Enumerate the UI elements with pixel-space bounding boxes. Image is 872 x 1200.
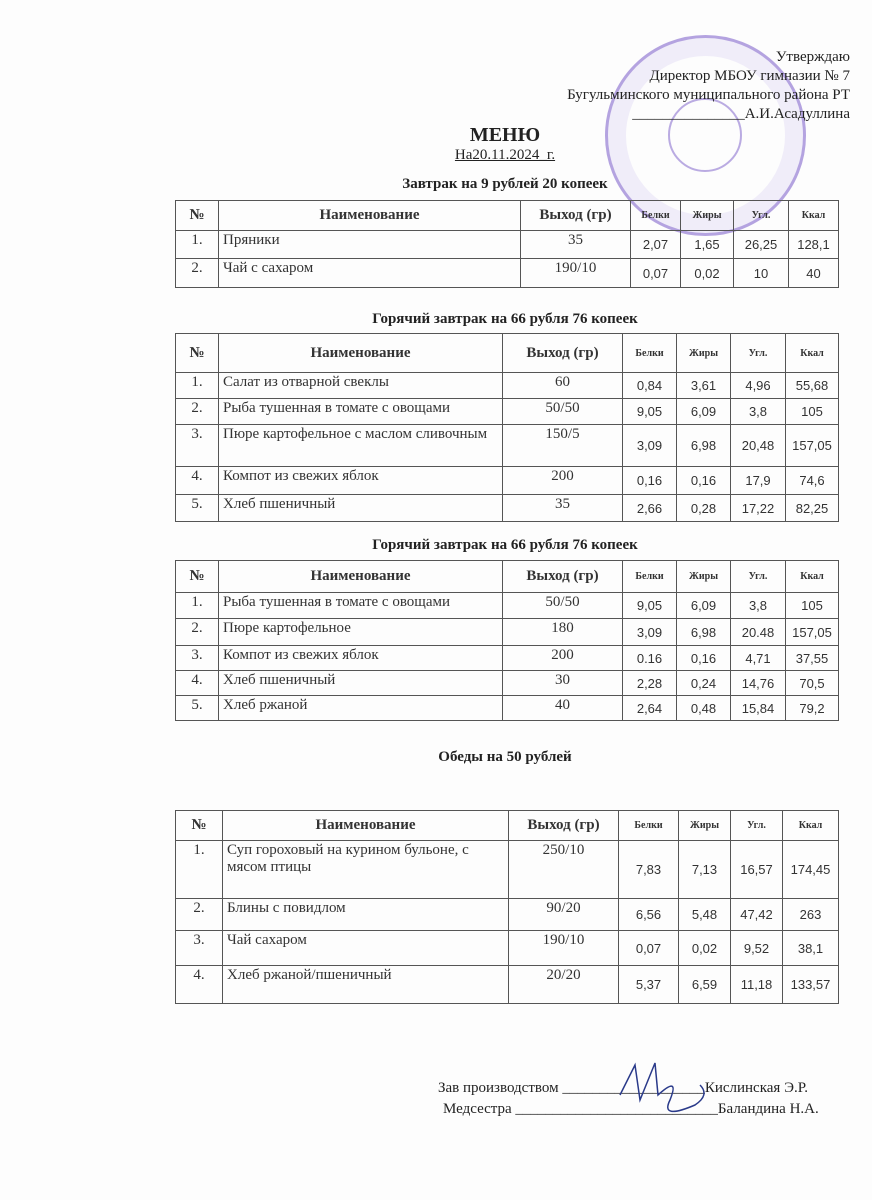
dish-name: Салат из отварной свеклы [219, 373, 503, 399]
fats: 0,48 [677, 696, 731, 721]
column-header: Белки [631, 201, 681, 231]
handwritten-signature [600, 1055, 720, 1125]
proteins: 2,64 [623, 696, 677, 721]
row-number: 2. [176, 899, 223, 931]
column-header: Белки [623, 561, 677, 593]
carbs: 4,71 [731, 646, 786, 671]
kcal: 133,57 [783, 966, 839, 1004]
kcal: 157,05 [786, 619, 839, 646]
table-row [176, 259, 839, 288]
portion-yield: 50/50 [503, 399, 623, 425]
table-header-row [176, 811, 839, 841]
dish-name: Чай сахаром [223, 931, 509, 966]
dish-name: Пюре картофельное [219, 619, 503, 646]
column-header: Наименование [219, 561, 503, 593]
carbs: 17,22 [731, 495, 786, 522]
approval-block [567, 48, 850, 124]
kcal: 38,1 [783, 931, 839, 966]
proteins: 0.16 [623, 646, 677, 671]
row-number: 4. [176, 467, 219, 495]
carbs: 9,52 [731, 931, 783, 966]
table-header-row [176, 561, 839, 593]
portion-yield: 200 [503, 467, 623, 495]
carbs: 10 [734, 259, 789, 288]
proteins: 0,84 [623, 373, 677, 399]
row-number: 5. [176, 696, 219, 721]
column-header: Выход (гр) [509, 811, 619, 841]
portion-yield: 180 [503, 619, 623, 646]
section-title: Горячий завтрак на 66 рубля 76 копеек [372, 311, 638, 327]
kcal: 70,5 [786, 671, 839, 696]
carbs: 20.48 [731, 619, 786, 646]
dish-name: Рыба тушенная в томате с овощами [219, 593, 503, 619]
table-row [176, 495, 839, 522]
row-number: 4. [176, 671, 219, 696]
row-number: 2. [176, 259, 219, 288]
proteins: 2,66 [623, 495, 677, 522]
row-number: 2. [176, 399, 219, 425]
table-row [176, 841, 839, 899]
fats: 6,59 [679, 966, 731, 1004]
portion-yield: 200 [503, 646, 623, 671]
table-row [176, 671, 839, 696]
row-number: 5. [176, 495, 219, 522]
table-header-row [176, 334, 839, 373]
proteins: 5,37 [619, 966, 679, 1004]
proteins: 9,05 [623, 593, 677, 619]
fats: 0,28 [677, 495, 731, 522]
carbs: 47,42 [731, 899, 783, 931]
proteins: 2,07 [631, 231, 681, 259]
proteins: 0,16 [623, 467, 677, 495]
document-title: МЕНЮ [469, 124, 541, 146]
proteins: 3,09 [623, 619, 677, 646]
row-number: 1. [176, 841, 223, 899]
column-header: Ккал [786, 334, 839, 373]
proteins: 9,05 [623, 399, 677, 425]
menu-table [175, 560, 839, 721]
column-header: Наименование [219, 334, 503, 373]
fats: 0,02 [681, 259, 734, 288]
dish-name: Чай с сахаром [219, 259, 521, 288]
column-header: Жиры [677, 561, 731, 593]
proteins: 7,83 [619, 841, 679, 899]
table-row [176, 966, 839, 1004]
approval-line: Утверждаю [775, 49, 850, 65]
approval-line: _______________А.И.Асадуллина [632, 106, 850, 122]
fats: 0,02 [679, 931, 731, 966]
row-number: 3. [176, 646, 219, 671]
column-header: Наименование [219, 201, 521, 231]
kcal: 79,2 [786, 696, 839, 721]
carbs: 4,96 [731, 373, 786, 399]
fats: 6,09 [677, 399, 731, 425]
signature-role: Медсестра [443, 1101, 512, 1117]
portion-yield: 35 [503, 495, 623, 522]
column-header: Белки [619, 811, 679, 841]
kcal: 263 [783, 899, 839, 931]
fats: 0,16 [677, 467, 731, 495]
row-number: 4. [176, 966, 223, 1004]
dish-name: Хлеб пшеничный [219, 495, 503, 522]
dish-name: Хлеб ржаной/пшеничный [223, 966, 509, 1004]
column-header: Выход (гр) [503, 334, 623, 373]
column-header: Угл. [734, 201, 789, 231]
proteins: 0,07 [619, 931, 679, 966]
column-header: Угл. [731, 561, 786, 593]
carbs: 3,8 [731, 593, 786, 619]
menu-table [175, 810, 839, 1004]
kcal: 128,1 [789, 231, 839, 259]
column-header: № [176, 201, 219, 231]
kcal: 82,25 [786, 495, 839, 522]
section-title: Горячий завтрак на 66 рубля 76 копеек [372, 537, 638, 553]
portion-yield: 50/50 [503, 593, 623, 619]
kcal: 174,45 [783, 841, 839, 899]
column-header: Белки [623, 334, 677, 373]
menu-date: На20.11.2024_г. [454, 147, 556, 163]
portion-yield: 150/5 [503, 425, 623, 467]
dish-name: Компот из свежих яблок [219, 646, 503, 671]
table-row [176, 931, 839, 966]
portion-yield: 40 [503, 696, 623, 721]
fats: 1,65 [681, 231, 734, 259]
dish-name: Блины с повидлом [223, 899, 509, 931]
table-row [176, 696, 839, 721]
dish-name: Рыба тушенная в томате с овощами [219, 399, 503, 425]
column-header: Угл. [731, 334, 786, 373]
row-number: 1. [176, 231, 219, 259]
carbs: 3,8 [731, 399, 786, 425]
portion-yield: 20/20 [509, 966, 619, 1004]
table-row [176, 646, 839, 671]
table-row [176, 593, 839, 619]
proteins: 6,56 [619, 899, 679, 931]
approval-line: Бугульминского муниципального района РТ [567, 87, 850, 103]
dish-name: Пюре картофельное с маслом сливочным [219, 425, 503, 467]
fats: 3,61 [677, 373, 731, 399]
column-header: Жиры [677, 334, 731, 373]
fats: 6,98 [677, 425, 731, 467]
column-header: № [176, 334, 219, 373]
kcal: 40 [789, 259, 839, 288]
column-header: Ккал [786, 561, 839, 593]
column-header: № [176, 811, 223, 841]
carbs: 15,84 [731, 696, 786, 721]
carbs: 14,76 [731, 671, 786, 696]
portion-yield: 35 [521, 231, 631, 259]
row-number: 3. [176, 931, 223, 966]
portion-yield: 190/10 [509, 931, 619, 966]
column-header: Ккал [783, 811, 839, 841]
column-header: Жиры [679, 811, 731, 841]
column-header: Выход (гр) [503, 561, 623, 593]
kcal: 74,6 [786, 467, 839, 495]
dish-name: Компот из свежих яблок [219, 467, 503, 495]
kcal: 105 [786, 399, 839, 425]
fats: 5,48 [679, 899, 731, 931]
section-title: Завтрак на 9 рублей 20 копеек [402, 176, 608, 192]
signature-name: Баландина Н.А. [717, 1101, 819, 1117]
table-row [176, 425, 839, 467]
column-header: № [176, 561, 219, 593]
kcal: 37,55 [786, 646, 839, 671]
kcal: 105 [786, 593, 839, 619]
proteins: 3,09 [623, 425, 677, 467]
row-number: 1. [176, 593, 219, 619]
portion-yield: 190/10 [521, 259, 631, 288]
table-row [176, 399, 839, 425]
dish-name: Хлеб ржаной [219, 696, 503, 721]
fats: 6,98 [677, 619, 731, 646]
row-number: 3. [176, 425, 219, 467]
table-header-row [176, 201, 839, 231]
dish-name: Суп гороховый на курином бульоне, с мясом птицы [223, 841, 509, 899]
column-header: Наименование [223, 811, 509, 841]
fats: 0,16 [677, 646, 731, 671]
carbs: 16,57 [731, 841, 783, 899]
signature-line: ___________________ [562, 1080, 705, 1096]
carbs: 26,25 [734, 231, 789, 259]
kcal: 55,68 [786, 373, 839, 399]
kcal: 157,05 [786, 425, 839, 467]
portion-yield: 250/10 [509, 841, 619, 899]
carbs: 20,48 [731, 425, 786, 467]
fats: 6,09 [677, 593, 731, 619]
menu-table [175, 333, 839, 522]
table-row [176, 619, 839, 646]
section-title: Обеды на 50 рублей [438, 749, 572, 765]
column-header: Выход (гр) [521, 201, 631, 231]
signature-line: ___________________________ [515, 1101, 718, 1117]
menu-table [175, 200, 839, 288]
carbs: 17,9 [731, 467, 786, 495]
dish-name: Хлеб пшеничный [219, 671, 503, 696]
fats: 7,13 [679, 841, 731, 899]
table-row [176, 373, 839, 399]
portion-yield: 90/20 [509, 899, 619, 931]
table-row [176, 231, 839, 259]
proteins: 0,07 [631, 259, 681, 288]
column-header: Жиры [681, 201, 734, 231]
column-header: Ккал [789, 201, 839, 231]
table-row [176, 899, 839, 931]
signature-name: Кислинская Э.Р. [704, 1080, 808, 1096]
column-header: Угл. [731, 811, 783, 841]
row-number: 1. [176, 373, 219, 399]
dish-name: Пряники [219, 231, 521, 259]
portion-yield: 30 [503, 671, 623, 696]
row-number: 2. [176, 619, 219, 646]
fats: 0,24 [677, 671, 731, 696]
signature-role: Зав производством [438, 1080, 559, 1096]
carbs: 11,18 [731, 966, 783, 1004]
proteins: 2,28 [623, 671, 677, 696]
table-row [176, 467, 839, 495]
approval-line: Директор МБОУ гимназии № 7 [649, 68, 850, 84]
portion-yield: 60 [503, 373, 623, 399]
